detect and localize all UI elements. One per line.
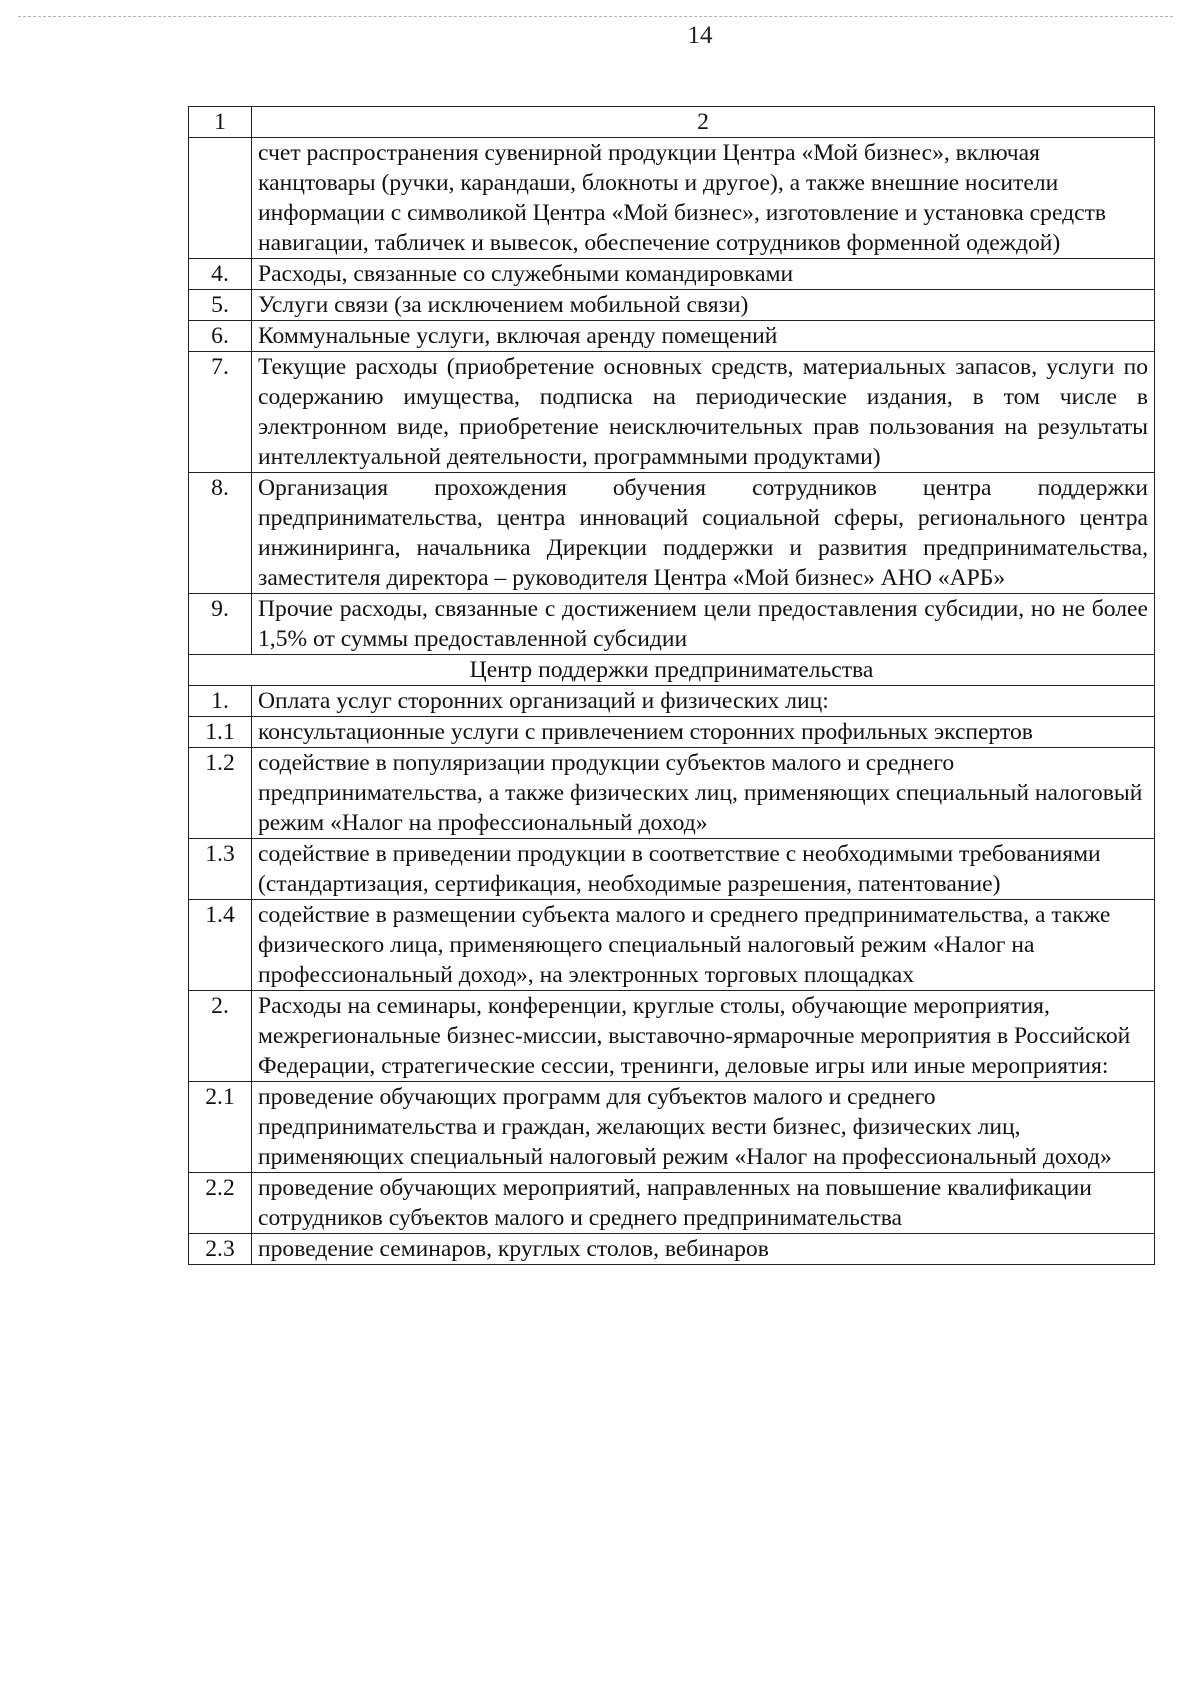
row-text: консультационные услуги с привлечением сторонних профильных экспертов bbox=[252, 717, 1155, 748]
row-text: Организация прохождения обучения сотрудников центра поддержки предпринимательства, центра инноваций социальной сферы, регионального центра инжиниринга, начальника Дирекции поддержки и развития предпринимательства, заместителя директора – руководителя Центра «Мой бизнес» АНО «АРБ» bbox=[252, 473, 1155, 594]
row-number: 6. bbox=[189, 321, 252, 352]
table-row bbox=[189, 138, 1155, 259]
table-row bbox=[189, 686, 1155, 717]
table-row bbox=[189, 321, 1155, 352]
row-number: 4. bbox=[189, 259, 252, 290]
row-text: Прочие расходы, связанные с достижением цели предоставления субсидии, но не более 1,5% от суммы предоставленной субсидии bbox=[252, 594, 1155, 655]
row-number: 9. bbox=[189, 594, 252, 655]
row-text: содействие в популяризации продукции субъектов малого и среднего предпринимательства, а также физических лиц, применяющих специальный налоговый режим «Налог на профессиональный доход» bbox=[252, 748, 1155, 839]
row-number: 2.3 bbox=[189, 1234, 252, 1265]
row-text: проведение обучающих мероприятий, направленных на повышение квалификации сотрудников субъектов малого и среднего предпринимательства bbox=[252, 1173, 1155, 1234]
row-number: 7. bbox=[189, 352, 252, 473]
section-title: Центр поддержки предпринимательства bbox=[189, 655, 1155, 686]
section-header-row bbox=[189, 655, 1155, 686]
row-text: содействие в размещении субъекта малого и среднего предпринимательства, а также физического лица, применяющего специальный налоговый режим «Налог на профессиональный доход», на электронных торговых площадках bbox=[252, 900, 1155, 991]
header-col-2: 2 bbox=[252, 107, 1155, 138]
table-row bbox=[189, 839, 1155, 900]
row-text: Расходы на семинары, конференции, круглые столы, обучающие мероприятия, межрегиональные бизнес-миссии, выставочно-ярмарочные мероприятия в Российской Федерации, стратегические сессии, тренинги, деловые игры или иные мероприятия: bbox=[252, 991, 1155, 1082]
row-text: проведение семинаров, круглых столов, вебинаров bbox=[252, 1234, 1155, 1265]
table-row bbox=[189, 259, 1155, 290]
row-number: 8. bbox=[189, 473, 252, 594]
table-row bbox=[189, 290, 1155, 321]
row-number: 1.2 bbox=[189, 748, 252, 839]
row-text: Текущие расходы (приобретение основных средств, материальных запасов, услуги по содержанию имущества, подписка на периодические издания, в том числе в электронном виде, приобретение неисключительных прав пользования на результаты интеллектуальной деятельности, программными продуктами) bbox=[252, 352, 1155, 473]
row-number bbox=[189, 138, 252, 259]
page-number: 14 bbox=[687, 22, 713, 49]
table-row bbox=[189, 1082, 1155, 1173]
table-row bbox=[189, 991, 1155, 1082]
row-text: Услуги связи (за исключением мобильной связи) bbox=[252, 290, 1155, 321]
table-row bbox=[189, 717, 1155, 748]
row-number: 2.2 bbox=[189, 1173, 252, 1234]
row-number: 5. bbox=[189, 290, 252, 321]
row-number: 2.1 bbox=[189, 1082, 252, 1173]
row-text: содействие в приведении продукции в соответствие с необходимыми требованиями (стандартизация, сертификация, необходимые разрешения, патентование) bbox=[252, 839, 1155, 900]
header-col-1: 1 bbox=[189, 107, 252, 138]
table-header-row bbox=[189, 107, 1155, 138]
table-row bbox=[189, 900, 1155, 991]
table-row bbox=[189, 473, 1155, 594]
row-number: 2. bbox=[189, 991, 252, 1082]
row-text: Оплата услуг сторонних организаций и физических лиц: bbox=[252, 686, 1155, 717]
table-row bbox=[189, 594, 1155, 655]
row-text: проведение обучающих программ для субъектов малого и среднего предпринимательства и граждан, желающих вести бизнес, физических лиц, применяющих специальный налоговый режим «Налог на профессиональный доход» bbox=[252, 1082, 1155, 1173]
row-number: 1.3 bbox=[189, 839, 252, 900]
row-text: счет распространения сувенирной продукции Центра «Мой бизнес», включая канцтовары (ручки, карандаши, блокноты и другое), а также внешние носители информации с символикой Центра «Мой бизнес», изготовление и установка средств навигации, табличек и вывесок, обеспечение сотрудников форменной одеждой) bbox=[252, 138, 1155, 259]
row-number: 1.4 bbox=[189, 900, 252, 991]
row-number: 1. bbox=[189, 686, 252, 717]
expense-table bbox=[188, 106, 1155, 1265]
table-row bbox=[189, 748, 1155, 839]
table-row bbox=[189, 1234, 1155, 1265]
row-text: Коммунальные услуги, включая аренду помещений bbox=[252, 321, 1155, 352]
table-row bbox=[189, 352, 1155, 473]
scan-edge-line bbox=[18, 16, 1173, 17]
table-row bbox=[189, 1173, 1155, 1234]
row-text: Расходы, связанные со служебными командировками bbox=[252, 259, 1155, 290]
row-number: 1.1 bbox=[189, 717, 252, 748]
